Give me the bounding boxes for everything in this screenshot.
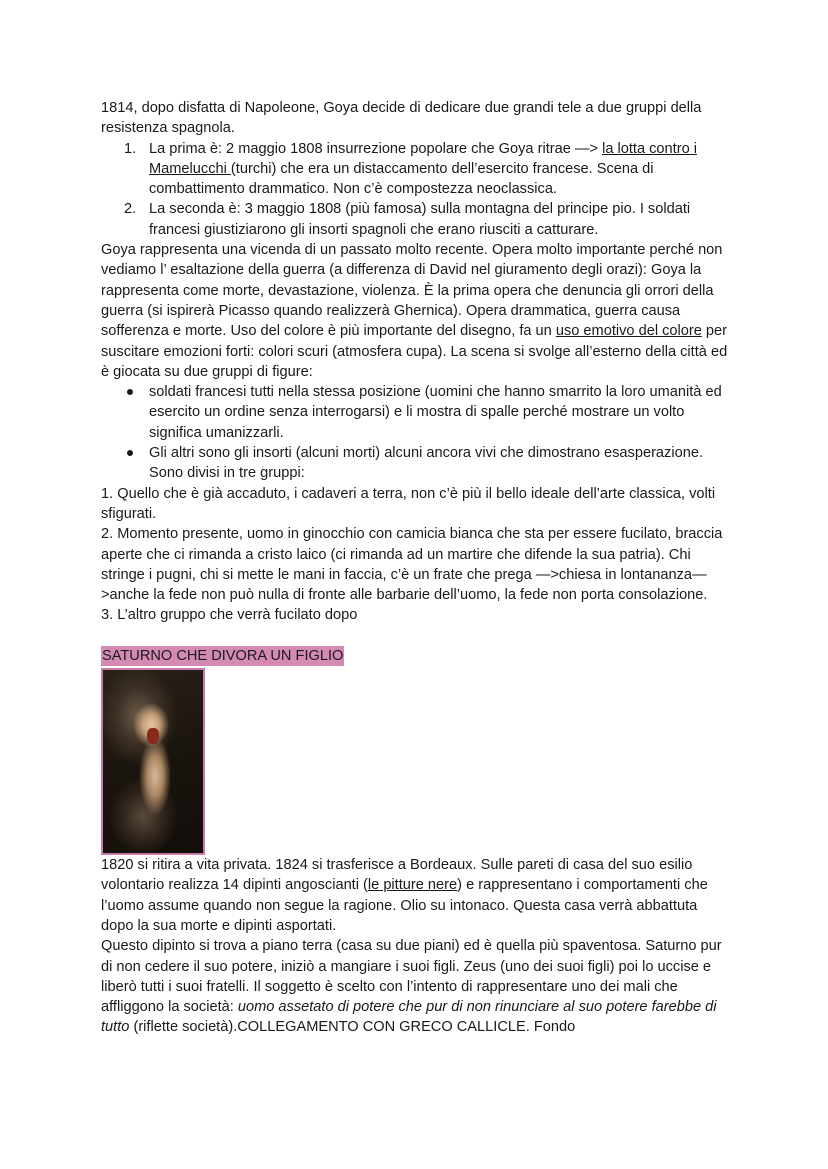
numbered-item [101,139,732,200]
item-text: La seconda è: 3 maggio 1808 (più famosa) sulla montagna del principe pio. I soldati francesi giustiziarono gli insorti spagnoli che erano riusciti a catturare. [149,201,691,238]
saturn-painting-image [101,668,205,855]
bullet-icon [127,450,133,456]
body-paragraph [101,240,732,382]
item-text: La prima è: 2 maggio 1808 insurrezione popolare che Goya ritrae —> [149,140,603,157]
italic-text: uomo assetato di potere che pur di non rinunciare al suo potere farebbe di tutto [101,999,717,1036]
paragraph-text: ) e rappresentano i comportamenti che l’uomo assume quando non segue la ragione. Olio su intonaco. Questa casa verrà abbattuta dopo la sua morte e dipinti asportati. [101,877,708,934]
underlined-text: le pitture nere [367,877,458,894]
group-paragraph: 1. Quello che è già accaduto, i cadaveri a terra, non c’è più il bello ideale dell’arte classica, volti sfigurati. [101,485,716,522]
underlined-text: la lotta contro i Mamelucchi [149,140,697,177]
group-paragraph: 3. L’altro gruppo che verrà fucilato dopo [101,607,358,624]
list-number: 2. [124,201,137,218]
bullet-item [101,443,732,484]
numbered-item [101,199,732,240]
painting-detail [147,728,159,744]
spacer [101,626,732,646]
bullet-icon [127,389,133,395]
item-text: (turchi) che era un distaccamento dell’esercito francese. Scena di combattimento drammatico. Non c’è compostezza neoclassica. [149,160,654,198]
bullet-text: soldati francesi tutti nella stessa posizione (uomini che hanno smarrito la loro umanità ed esercito un ordine senza interrogarsi) e li mostra di spalle perché mostrare un volto significa umanizzarli. [149,384,722,441]
underlined-text: uso emotivo del colore [555,323,702,340]
paragraph-text: Questo dipinto si trova a piano terra (casa su due piani) ed è quella più spaventosa. Saturno pur di non cedere il suo potere, iniziò a mangiare i suoi figli. Zeus (uno dei suoi figli) poi lo uccise e liberò tutti i suoi fratelli. Il soggetto è scelto con l’intento di rappresentare uno dei mali che affliggono la società: [101,938,722,1016]
paragraph-text: 1820 si ritira a vita privata. 1824 si trasferisce a Bordeaux. Sulle pareti di casa del suo esilio volontario realizza 14 dipinti angoscianti ( [101,857,693,894]
body-paragraph [101,855,732,936]
bullet-item [101,382,732,443]
list-number: 1. [124,140,137,157]
body-paragraph [101,936,732,1037]
group-paragraph: 2. Momento presente, uomo in ginocchio con camicia bianca che sta per essere fucilato, braccia aperte che ci rimanda a cristo laico (ci rimanda ad un martire che difende la sua patria). Chi stringe i pugni, chi si mette le mani in faccia, c’è un frate che prega —>chiesa in lontananza—>anche la fede non può nulla di fronte alle barbarie dell’uomo, la fede non porta consolazione. [101,526,723,604]
paragraph-text: Goya rappresenta una vicenda di un passato molto recente. Opera molto importante perché non vediamo l’ esaltazione della guerra (a differenza di David nel giuramento degli orazi): Goya la rappresenta come morte, devastazione, violenza. È la prima opera che denuncia gli orrori della guerra (si ispirerà Picasso quando realizzerà Ghernica). Opera drammatica, guerra causa sofferenza e morte. Uso del colore è più importante del disegno, fa un [101,242,723,340]
section-heading: SATURNO CHE DIVORA UN FIGLIO [101,646,344,666]
intro-paragraph: 1814, dopo disfatta di Napoleone, Goya decide di dedicare due grandi tele a due gruppi della resistenza spagnola. [101,100,702,137]
paragraph-text: (riflette società).COLLEGAMENTO CON GRECO CALLICLE. Fondo [129,1019,576,1036]
numbered-list [101,139,732,240]
paragraph-text: per suscitare emozioni forti: colori scuri (atmosfera cupa). La scena si svolge all’esterno della città ed è giocata su due gruppi di figure: [101,323,728,380]
bullet-text: Gli altri sono gli insorti (alcuni morti) alcuni ancora vivi che dimostrano esasperazione. Sono divisi in tre gruppi: [149,445,703,482]
bullet-list [101,382,732,483]
